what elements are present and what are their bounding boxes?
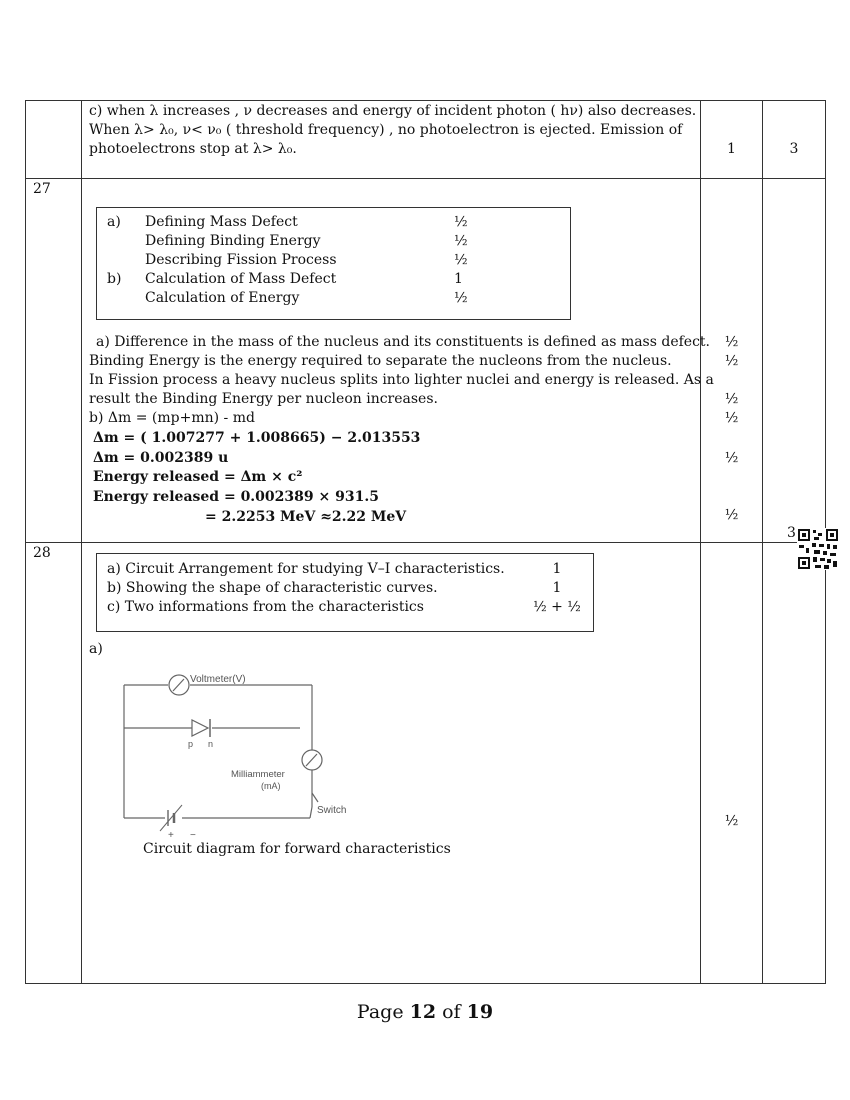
- answer-line: Energy released = Δm × c²: [93, 469, 303, 485]
- table-top-border: [25, 100, 826, 101]
- qr-code-icon: [797, 528, 839, 570]
- marks-cell: ½: [724, 391, 739, 407]
- table-left-border: [25, 100, 26, 984]
- answer-line: Energy released = 0.002389 × 931.5: [93, 489, 379, 505]
- scheme-marks: ½: [454, 252, 468, 268]
- answer-line: Binding Energy is the energy required to separate the nucleons from the nucleus.: [89, 353, 672, 369]
- answer-line: a) Difference in the mass of the nucleus and its constituents is defined as mass defect.: [96, 334, 711, 350]
- marks-cell: ½: [724, 334, 739, 350]
- switch-label: Switch: [317, 805, 347, 816]
- answer-line: Δm = ( 1.007277 + 1.008665) − 2.013553: [93, 430, 421, 446]
- answer-line: b) Δm = (mp+mn) - md: [89, 410, 255, 426]
- page-footer: [0, 1000, 850, 1024]
- question-number: 28: [33, 545, 51, 561]
- voltmeter-label: Voltmeter(V): [190, 674, 246, 685]
- diagram-caption: Circuit diagram for forward characteristics: [143, 841, 451, 857]
- row-divider: [25, 542, 826, 543]
- scheme-marks: ½: [454, 233, 468, 249]
- total-page-count: 19: [466, 1001, 494, 1023]
- answer-c-line2: When λ> λ₀, ν< ν₀ ( threshold frequency) , no photoelectron is ejected. Emission of: [89, 122, 683, 138]
- column-divider: [762, 100, 763, 984]
- marking-scheme-box: [96, 553, 594, 632]
- p-label: p: [188, 739, 194, 749]
- footer-of: of: [436, 1001, 467, 1023]
- scheme-item: Describing Fission Process: [145, 252, 337, 268]
- diode-icon: [192, 720, 208, 736]
- marks-cell: ½: [724, 813, 739, 829]
- milliammeter-label: Milliammeter: [231, 769, 285, 780]
- marks-cell: ½: [724, 507, 739, 523]
- answer-c-line3: photoelectrons stop at λ> λ₀.: [89, 141, 297, 157]
- marks-cell: ½: [724, 450, 739, 466]
- scheme-label: a): [107, 214, 121, 230]
- table-bottom-border: [25, 983, 826, 984]
- scheme-marks: ½: [454, 290, 468, 306]
- scheme-label: b): [107, 271, 122, 287]
- minus-sign: −: [190, 830, 196, 841]
- circuit-diagram: [110, 665, 370, 845]
- column-divider: [81, 100, 82, 984]
- scheme-marks: ½ + ½: [533, 599, 581, 615]
- scheme-item: Defining Mass Defect: [145, 214, 298, 230]
- scheme-item: Calculation of Mass Defect: [145, 271, 337, 287]
- question-number: 27: [33, 181, 51, 197]
- total-marks-cell: 3: [787, 525, 796, 541]
- current-page-number: 12: [409, 1001, 437, 1023]
- marks-cell: ½: [724, 410, 739, 426]
- answer-line: = 2.2253 MeV ≈2.22 MeV: [205, 509, 407, 525]
- scheme-item: Calculation of Energy: [145, 290, 300, 306]
- total-marks-cell: 3: [789, 141, 799, 157]
- ma-label: (mA): [261, 781, 281, 791]
- marks-cell: ½: [724, 353, 739, 369]
- scheme-item: c) Two informations from the characteristics: [107, 599, 424, 615]
- scheme-marks: ½: [454, 214, 468, 230]
- n-label: n: [208, 739, 214, 749]
- marking-scheme-box: [96, 207, 571, 320]
- scheme-item: a) Circuit Arrangement for studying V–I characteristics.: [107, 561, 505, 577]
- answer-c-line1: c) when λ increases , ν decreases and energy of incident photon ( hν) also decreases.: [89, 103, 697, 119]
- part-label: a): [89, 641, 103, 657]
- marks-cell: 1: [727, 141, 736, 157]
- scheme-item: Defining Binding Energy: [145, 233, 321, 249]
- scheme-item: b) Showing the shape of characteristic curves.: [107, 580, 438, 596]
- answer-line: In Fission process a heavy nucleus splits into lighter nuclei and energy is released. As a: [89, 372, 714, 388]
- scheme-marks: 1: [552, 580, 562, 596]
- row-divider: [25, 178, 826, 179]
- scheme-marks: 1: [454, 271, 463, 287]
- answer-line: Δm = 0.002389 u: [93, 450, 229, 466]
- column-divider: [700, 100, 701, 984]
- footer-prefix: Page: [356, 1001, 410, 1023]
- plus-sign: +: [168, 830, 174, 841]
- scheme-marks: 1: [552, 561, 562, 577]
- answer-line: result the Binding Energy per nucleon increases.: [89, 391, 438, 407]
